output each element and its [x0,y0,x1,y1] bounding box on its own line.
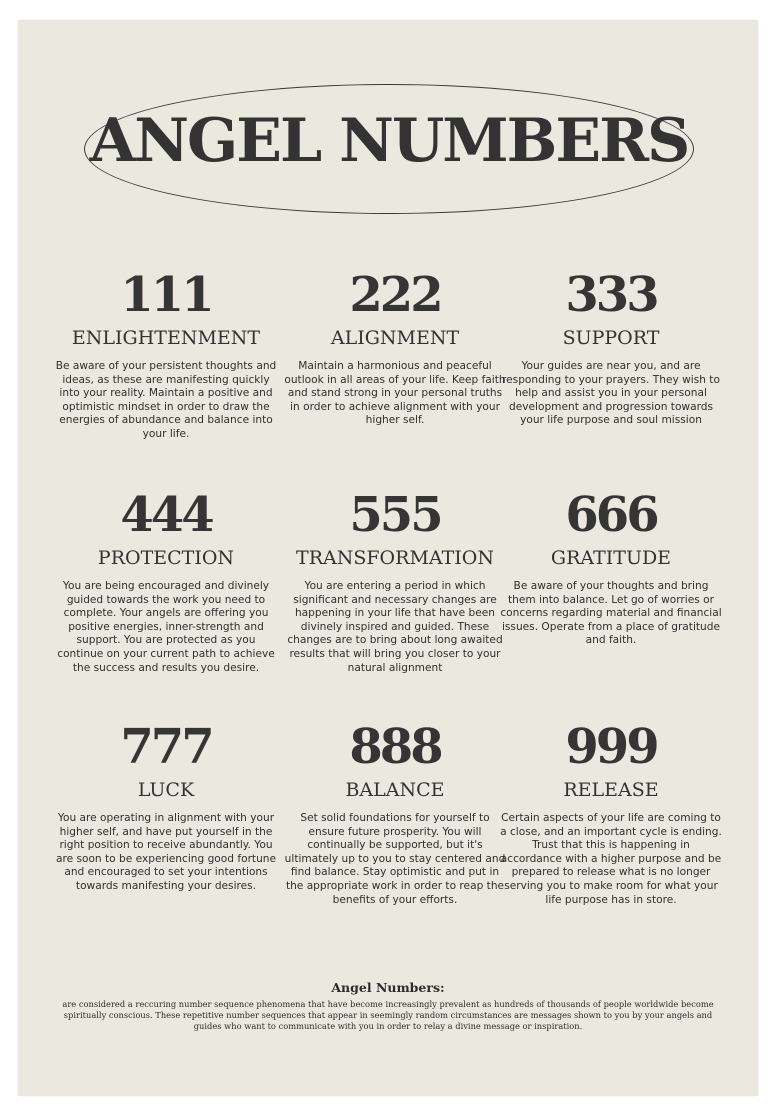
item-name: ENLIGHTENMENT [71,327,261,349]
footer-text: are considered a reccuring number sequence phenomena that have become increasingly prevalent as hundreds of thousands of people worldwide become spiritually conscious. These repetitive number sequences that appear in seemingly random circumstances are messages shown to you by your angels and guides who want to communicate with you in order to relay a divine message or inspiration. [62,999,714,1031]
item-name: BALANCE [345,779,445,801]
item-description: You are being encouraged and divinely guided towards the work you need to complete. Your angels are offering you positive energies, inner-strength and support. You are protected as you continue on your current path to achieve the success and results you desire. [57,580,275,674]
item-999 [496,720,726,907]
item-555 [280,488,510,675]
item-number: 333 [565,267,657,323]
item-number: 777 [120,719,212,775]
item-number: 666 [565,487,657,543]
item-description: Set solid foundations for yourself to ensure future prosperity. You will continually be supported, but it's ultimately up to you to stay centered and find balance. Stay optimistic and put in the appropriate work in order to reap the benefits of your efforts. [284,812,506,906]
item-111 [51,268,281,442]
item-description: You are entering a period in which significant and necessary changes are happening in your life that have been divinely inspired and guided. These changes are to bring about long awaited results that will bring you closer to your natural alignment [287,580,503,674]
item-name: SUPPORT [562,327,660,349]
item-333 [496,268,726,428]
item-number: 888 [349,719,441,775]
item-777 [51,720,281,894]
item-description: Certain aspects of your life are coming to a close, and an important cycle is ending. Trust that this is happening in accordance with a higher purpose and be prepared to release what is no longer serving you to make room for what your life purpose has in store. [500,812,722,906]
footer-note [58,980,718,1032]
footer-title: Angel Numbers: [331,980,445,995]
item-name: RELEASE [563,779,659,801]
item-number: 555 [349,487,441,543]
item-description: You are operating in alignment with your higher self, and have put yourself in the right position to receive abundantly. You are soon to be experiencing good fortune and encouraged to set your intentions towards manifesting your desires. [55,812,277,892]
title-banner [84,84,694,214]
item-name: ALIGNMENT [330,327,460,349]
item-description: Maintain a harmonious and peaceful outlook in all areas of your life. Keep faith and stand strong in your personal truths in order to achieve alignment with your higher self. [284,360,506,427]
item-name: LUCK [137,779,195,801]
item-222 [280,268,510,428]
item-number: 999 [565,719,657,775]
item-name: PROTECTION [97,547,235,569]
item-number: 444 [120,487,212,543]
item-888 [280,720,510,907]
page-title: ANGEL NUMBERS [89,106,689,176]
item-number: 222 [349,267,441,323]
item-description: Be aware of your persistent thoughts and ideas, as these are manifesting quickly into your reality. Maintain a positive and optimistic mindset in order to draw the energies of abundance and balance into your life. [55,360,277,440]
item-description: Your guides are near you, and are responding to your prayers. They wish to help and assist you in your personal development and progression towards your life purpose and soul mission [502,360,720,427]
item-number: 111 [120,267,212,323]
item-444 [51,488,281,675]
item-description: Be aware of your thoughts and bring them into balance. Let go of worries or concerns regarding material and financial issues. Operate from a place of gratitude and faith. [500,580,722,647]
item-name: GRATITUDE [550,547,672,569]
item-666 [496,488,726,648]
item-name: TRANSFORMATION [296,547,494,569]
poster [18,20,758,1096]
